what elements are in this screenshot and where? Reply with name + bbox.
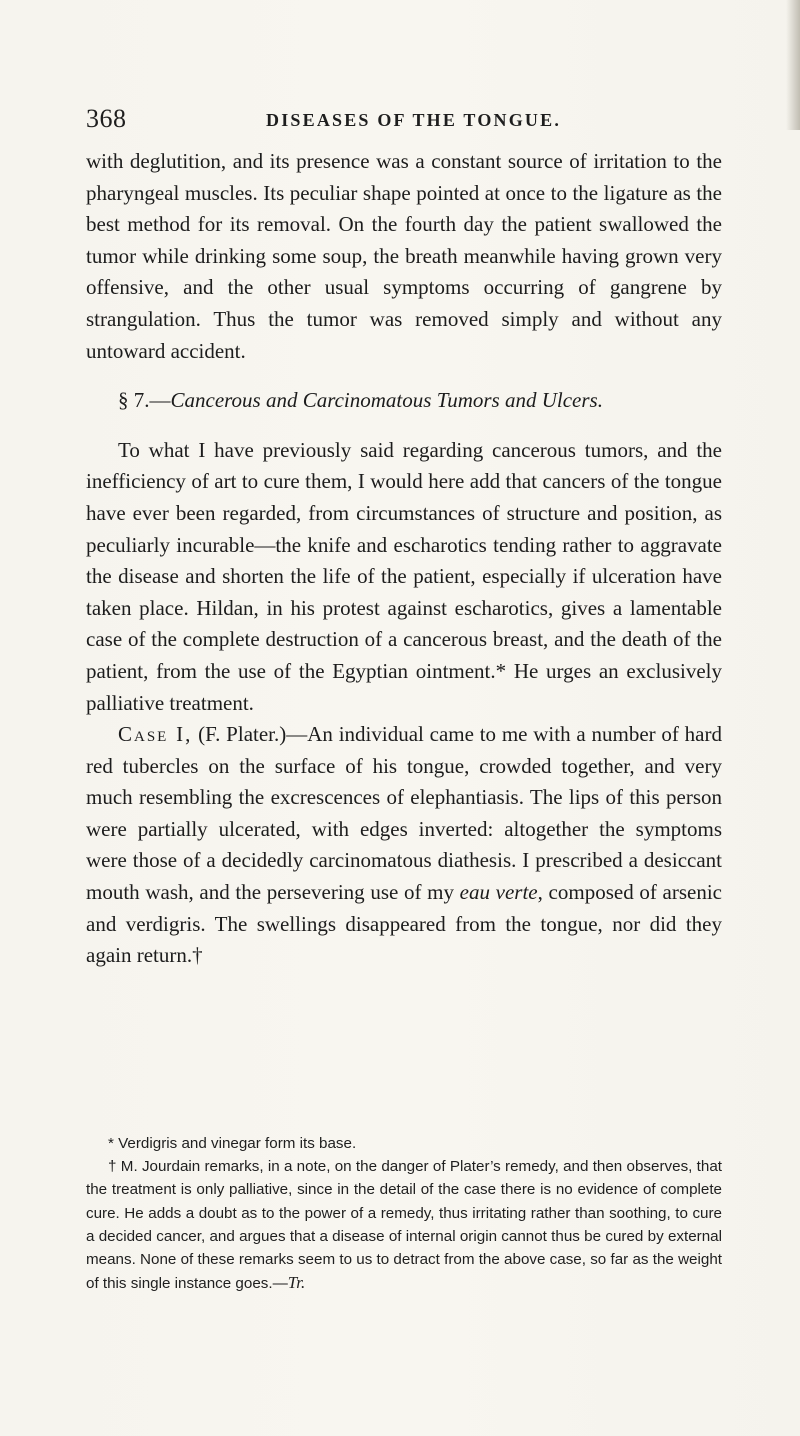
footnote-2-text: † M. Jourdain remarks, in a note, on the danger of Plater’s remedy, and then observes, that the treatment is only palliative, since in the detail of the case there is no evidence of complete cure. He adds a doubt as to the power of a remedy, thus irritating rather than soothing, to cure a decided cancer, and argues that a disease of internal origin cannot thus be cured by external means. None of these remarks seem to us to detract from the above case, so far as the weight of this single instance goes.— <box>86 1158 722 1293</box>
paragraph-continued: with deglutition, and its presence was a constant source of irritation to the pharyngeal muscles. Its peculiar shape pointed at once to the ligature as the best method for its removal. On the fourth day the patient swallowed the tumor while drinking some soup, the breath meanwhile having grown very offensive, and the other usual symptoms occurring of gangrene by strangulation. Thus the tumor was removed simply and without any untoward accident. <box>86 149 722 363</box>
section-title: Cancerous and Carcinomatous Tumors and Ulcers. <box>170 388 603 413</box>
section-heading <box>86 385 722 417</box>
paragraph-case-one <box>86 719 722 972</box>
page-edge-shadow <box>786 0 800 130</box>
translator-mark: Tr. <box>287 1273 306 1293</box>
main-text <box>86 146 722 972</box>
page-header <box>86 104 722 144</box>
case-italic-term: eau verte <box>459 880 538 905</box>
footnotes <box>86 1132 722 1295</box>
section-number: § 7.— <box>118 388 171 413</box>
case-text-part-1: (F. Plater.)—An individual came to me with a number of hard red tubercles on the surface of his tongue, crowded together, and very much resembling the excrescences of elephantiasis. The lips of this person were partially ulcerated, with edges inverted: altogether the symptoms were those of a decidedly carcinomatous diathesis. I prescribed a desiccant mouth wash, and the persevering use of my <box>86 722 722 905</box>
footnote-2 <box>86 1155 722 1295</box>
footnote-1: * Verdigris and vinegar form its base. <box>108 1135 357 1152</box>
case-label: Case I, <box>118 722 193 747</box>
page-number: 368 <box>86 104 127 133</box>
paragraph-cancerous-tumors: To what I have previously said regarding cancerous tumors, and the inefficiency of art to cure them, I would here add that cancers of the tongue have ever been regarded, from circumstances of structure and position, as peculiarly incurable—the knife and escharotics tending rather to aggravate the disease and shorten the life of the patient, especially if ulceration have taken place. Hildan, in his protest against escharotics, gives a lamentable case of the complete destruction of a cancerous breast, and the death of the patient, from the use of the Egyptian ointment.* He urges an exclusively palliative treatment. <box>86 437 722 715</box>
case-text-part-2: , composed of arsenic and verdigris. The swellings disappeared from the tongue, nor did they again return.† <box>86 880 722 968</box>
running-title: DISEASES OF THE TONGUE. <box>266 110 562 130</box>
